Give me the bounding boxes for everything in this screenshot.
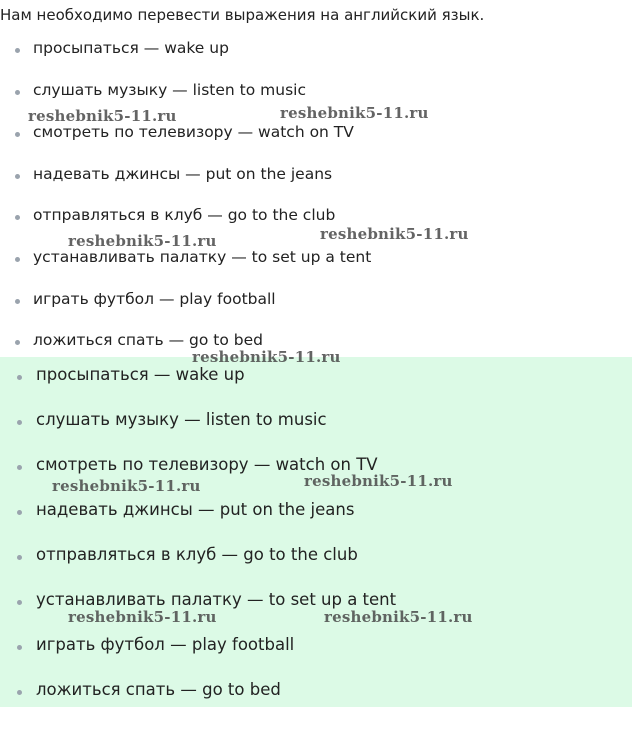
bullet-icon	[15, 132, 20, 137]
watermark: reshebnik5-11.ru	[68, 232, 217, 250]
list-item	[0, 206, 335, 224]
list-item-text: смотреть по телевизору — watch on TV	[33, 123, 354, 141]
list-item-text: играть футбол — play football	[36, 635, 295, 654]
answer-highlight-box	[0, 357, 632, 707]
bullet-icon	[17, 510, 22, 515]
bullet-icon	[17, 600, 22, 605]
list-item-text: устанавливать палатку — to set up a tent	[33, 248, 372, 266]
list-item	[0, 248, 371, 266]
list-item-text: просыпаться — wake up	[33, 39, 229, 57]
list-item	[0, 331, 263, 349]
bullet-icon	[15, 257, 20, 262]
list-item	[0, 590, 396, 609]
list-item-text: отправляться в клуб — go to the club	[36, 545, 358, 564]
list-item	[0, 39, 229, 57]
list-item-text: надевать джинсы — put on the jeans	[36, 500, 355, 519]
bullet-icon	[15, 90, 20, 95]
list-item-text: слушать музыку — listen to music	[33, 81, 306, 99]
bullet-icon	[15, 215, 20, 220]
list-item-text: устанавливать палатку — to set up a tent	[36, 590, 397, 609]
list-item	[0, 290, 276, 308]
watermark: reshebnik5-11.ru	[324, 608, 473, 626]
list-item	[0, 365, 245, 384]
bullet-icon	[15, 48, 20, 53]
list-item-text: ложиться спать — go to bed	[36, 680, 281, 699]
watermark: reshebnik5-11.ru	[28, 107, 177, 125]
list-item-text: ложиться спать — go to bed	[33, 331, 263, 349]
watermark: reshebnik5-11.ru	[304, 472, 453, 490]
list-item-text: играть футбол — play football	[33, 290, 276, 308]
list-item	[0, 500, 354, 519]
bullet-icon	[17, 420, 22, 425]
list-item-text: отправляться в клуб — go to the club	[33, 206, 336, 224]
bullet-icon	[15, 174, 20, 179]
watermark: reshebnik5-11.ru	[52, 477, 201, 495]
watermark: reshebnik5-11.ru	[192, 348, 341, 366]
bullet-icon	[15, 299, 20, 304]
list-item	[0, 680, 281, 699]
list-item	[0, 545, 358, 564]
bullet-icon	[17, 555, 22, 560]
bullet-icon	[17, 375, 22, 380]
list-item	[0, 635, 294, 654]
list-item	[0, 410, 327, 429]
watermark: reshebnik5-11.ru	[68, 608, 217, 626]
bullet-icon	[17, 645, 22, 650]
list-item	[0, 81, 306, 99]
list-item-text: просыпаться — wake up	[36, 365, 245, 384]
list-item	[0, 165, 332, 183]
list-item	[0, 123, 354, 141]
bullet-icon	[17, 690, 22, 695]
watermark: reshebnik5-11.ru	[280, 104, 429, 122]
list-item-text: надевать джинсы — put on the jeans	[33, 165, 333, 183]
watermark: reshebnik5-11.ru	[320, 225, 469, 243]
intro-text: Нам необходимо перевести выражения на английский язык.	[0, 6, 485, 24]
list-item-text: слушать музыку — listen to music	[36, 410, 327, 429]
bullet-icon	[17, 465, 22, 470]
bullet-icon	[15, 340, 20, 345]
list-item-text: смотреть по телевизору — watch on TV	[36, 455, 378, 474]
